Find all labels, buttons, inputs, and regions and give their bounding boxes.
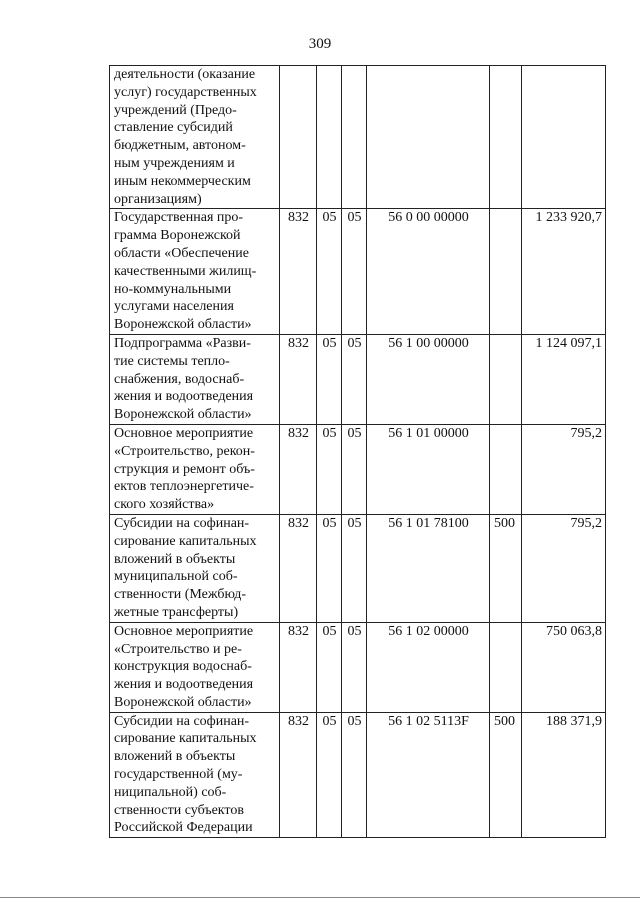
name-line: «Строительство и ре- [114,641,242,657]
cell-grbs: 832 [280,334,317,424]
cell-name [110,514,280,622]
cell-amount: 1 233 920,7 [522,209,606,335]
cell-subsection: 05 [342,334,367,424]
cell-target-article: 56 0 00 00000 [367,209,490,335]
name-line: Субсидии на софинан- [114,713,250,729]
cell-expense-type [490,334,522,424]
cell-section: 05 [317,712,342,838]
cell-section: 05 [317,424,342,514]
cell-section: 05 [317,334,342,424]
cell-amount: 795,2 [522,424,606,514]
name-line: Субсидии на софинан- [114,515,250,531]
bottom-rule [0,897,640,898]
cell-subsection: 05 [342,209,367,335]
name-line: тие системы тепло- [114,353,230,369]
cell-subsection [342,66,367,209]
table-row [110,712,606,838]
name-line: жения и водоотведения [114,389,254,405]
name-line: снабжения, водоснаб- [114,371,245,387]
name-line: услугами населения [114,299,234,315]
cell-grbs: 832 [280,514,317,622]
name-line: ставление субсидий [114,120,233,136]
cell-section: 05 [317,209,342,335]
cell-section: 05 [317,622,342,712]
name-line: муниципальной соб- [114,569,238,585]
cell-section [317,66,342,209]
cell-target-article: 56 1 01 00000 [367,424,490,514]
name-line: Основное мероприятие [114,425,254,441]
cell-grbs: 832 [280,424,317,514]
name-line: Российской Федерации [114,820,253,836]
cell-name [110,622,280,712]
name-line: Воронежской области» [114,317,252,333]
cell-expense-type [490,209,522,335]
cell-subsection: 05 [342,622,367,712]
name-line: области «Обеспечение [114,245,249,261]
table-row [110,334,606,424]
name-line: ектов теплоэнергетиче- [114,479,254,495]
page-number: 309 [308,36,332,52]
table-row [110,622,606,712]
cell-amount: 795,2 [522,514,606,622]
cell-grbs: 832 [280,712,317,838]
name-line: услуг) государственных [114,84,257,100]
cell-expense-type [490,622,522,712]
name-line: Воронежской области» [114,407,252,423]
name-line: вложений в объекты [114,551,236,567]
table-row [110,209,606,335]
cell-subsection: 05 [342,514,367,622]
name-line: Подпрограмма «Разви- [114,335,251,351]
name-line: конструкция водоснаб- [114,659,252,675]
name-line: «Строительство, рекон- [114,443,255,459]
cell-subsection: 05 [342,424,367,514]
cell-expense-type: 500 [490,514,522,622]
cell-name [110,66,280,209]
name-line: жетные трансферты) [114,604,239,620]
name-line: учреждений (Предо- [114,102,237,118]
name-line: ственности субъектов [114,802,244,818]
name-line: ского хозяйства» [114,497,215,513]
cell-expense-type: 500 [490,712,522,838]
name-line: Основное мероприятие [114,623,254,639]
cell-grbs [280,66,317,209]
cell-amount: 188 371,9 [522,712,606,838]
cell-target-article [367,66,490,209]
cell-target-article: 56 1 00 00000 [367,334,490,424]
cell-amount [522,66,606,209]
cell-expense-type [490,66,522,209]
name-line: ным учреждениям и [114,155,235,171]
cell-grbs: 832 [280,209,317,335]
name-line: Воронежской области» [114,694,252,710]
name-line: сирование капитальных [114,533,257,549]
cell-amount: 750 063,8 [522,622,606,712]
name-line: струкция и ремонт объ- [114,461,255,477]
cell-expense-type [490,424,522,514]
name-line: бюджетным, автоном- [114,138,246,154]
name-line: государственной (му- [114,767,243,783]
cell-name [110,712,280,838]
name-line: организациям) [114,191,202,207]
name-line: вложений в объекты [114,749,236,765]
cell-subsection: 05 [342,712,367,838]
name-line: Государственная про- [114,210,244,226]
cell-section: 05 [317,514,342,622]
table-body [110,66,606,838]
name-line: ственности (Межбюд- [114,587,247,603]
cell-name [110,334,280,424]
cell-name [110,424,280,514]
cell-grbs: 832 [280,622,317,712]
cell-name [110,209,280,335]
name-line: деятельности (оказание [114,67,256,82]
name-line: сирование капитальных [114,731,257,747]
cell-target-article: 56 1 01 78100 [367,514,490,622]
name-line: но-коммунальными [114,281,232,297]
name-line: грамма Воронежской [114,228,241,244]
cell-target-article: 56 1 02 00000 [367,622,490,712]
cell-amount: 1 124 097,1 [522,334,606,424]
name-line: качественными жилищ- [114,263,257,279]
name-line: иным некоммерческим [114,173,251,189]
table-row [110,424,606,514]
name-line: ниципальной) соб- [114,784,227,800]
cell-target-article: 56 1 02 5113F [367,712,490,838]
table-row [110,514,606,622]
table-row [110,66,606,209]
name-line: жения и водоотведения [114,677,254,693]
budget-table [109,65,606,838]
